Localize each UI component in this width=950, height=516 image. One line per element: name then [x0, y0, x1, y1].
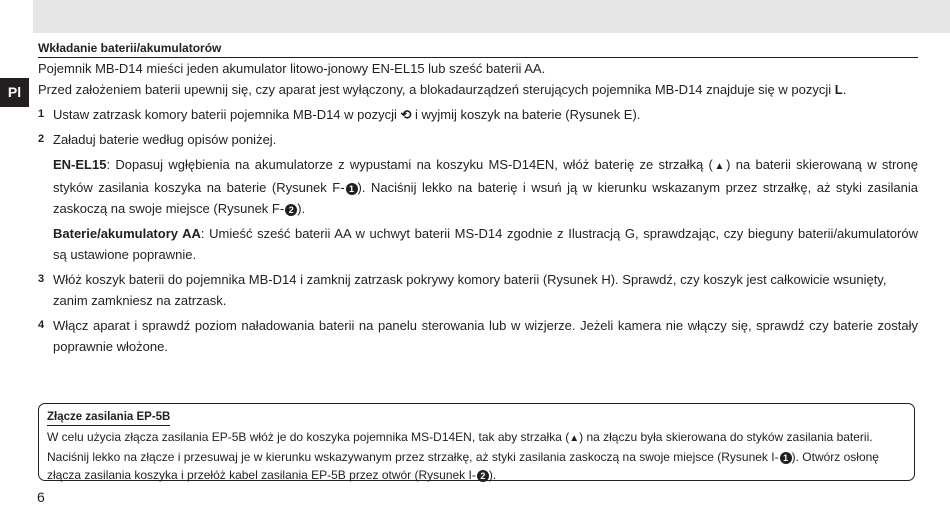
- intro-paragraph-1: [38, 58, 918, 79]
- en-el15-text-1: : Dopasuj wgłębienia na akumulatorze z wypustami na koszyku MS-D14EN, włóż baterię ze strzałką (: [106, 157, 713, 172]
- note-text-2: ) na złączu była skierowana do styków zasilania baterii. Naciśnij lekko na złącze i przesuwaj je w kierunku wskazywanym przez strzałkę, aż styki zasilania zaskoczą na swoje miejsce (Rysunek I-: [47, 430, 873, 464]
- intro-1-text: Pojemnik MB-D14 mieści jeden akumulator litowo-jonowy EN-EL15 lub sześć baterii AA.: [38, 61, 546, 76]
- step-4: [38, 315, 918, 357]
- note-text-3: ). Otwórz osłonę złącza zasilania koszyka i przełóż kabel zasilania EP-5B przez otwór (Rysunek I-: [47, 450, 879, 482]
- step-number: 2: [38, 133, 45, 145]
- circled-number-2-icon: 2: [285, 204, 297, 216]
- en-el15-text-3: ). Naciśnij lekko na baterię i wsuń ją w kierunku wskazanym przez strzałkę, aż styki zasilania zaskoczą na swoje miejsce (Rysunek F-: [53, 180, 918, 216]
- note-text: [47, 428, 914, 484]
- step-text: Włóż koszyk baterii do pojemnika MB-D14 i zamknij zatrzask pokrywy komory baterii (Rysunek H). Sprawdź, czy koszyk jest całkowicie wsunięty, zanim zamkniesz na zatrzask.: [53, 272, 887, 308]
- language-tab: Pl: [0, 78, 29, 107]
- step-1: [38, 104, 918, 125]
- step-number: 3: [38, 273, 45, 285]
- intro-paragraph-2: [38, 79, 918, 100]
- aa-label: Baterie/akumulatory AA: [53, 226, 201, 241]
- step-text: Załaduj baterie według opisów poniżej.: [53, 132, 277, 147]
- note-text-1: W celu użycia złącza zasilania EP-5B włóż je do koszyka pojemnika MS-D14EN, tak aby strzałka (: [47, 430, 570, 444]
- en-el15-label: EN-EL15: [53, 157, 107, 172]
- note-title: Złącze zasilania EP-5B: [47, 409, 170, 426]
- step-text: Włącz aparat i sprawdź poziom naładowania baterii na panelu sterowania lub w wizjerze. Jeżeli kamera nie włączy się, sprawdź czy baterie zostały poprawnie włożone.: [53, 318, 918, 354]
- power-connector-note: [38, 403, 915, 481]
- step-2: [38, 129, 918, 150]
- en-el15-text-4: ).: [297, 201, 306, 216]
- step-text: [53, 104, 918, 125]
- circled-number-1-icon: 1: [780, 452, 792, 464]
- circled-number-1-icon: 1: [346, 183, 358, 195]
- aa-text: : Umieść sześć baterii AA w uchwyt baterii MS-D14 zgodnie z Ilustracją G, sprawdzając, czy bieguny baterii/akumulatorów są ustawione poprawnie.: [53, 226, 918, 262]
- step-3: [38, 269, 918, 311]
- step-number: 1: [38, 108, 45, 120]
- header-band: [33, 0, 950, 33]
- step-1-text-a: Ustaw zatrzask komory baterii pojemnika MB-D14 w pozycji: [53, 107, 401, 122]
- intro-2-end: .: [842, 82, 847, 97]
- unlock-position-icon: ⟲: [400, 107, 412, 122]
- step-number: 4: [38, 319, 45, 331]
- en-el15-instruction: [53, 154, 918, 219]
- arrow-up-icon: ▲: [712, 161, 727, 172]
- en-el15-text-2: ) na baterii skierowaną w stronę styków zasilania koszyka na baterie (Rysunek F-: [53, 157, 918, 195]
- lock-position-label: L: [834, 82, 843, 97]
- aa-batteries-instruction: [53, 223, 918, 265]
- note-text-4: ).: [488, 468, 497, 482]
- intro-2-text: Przed założeniem baterii upewnij się, czy aparat jest wyłączony, a blokadaurządzeń sterujących pojemnika MB-D14 znajduje się w pozycji: [38, 82, 835, 97]
- step-1-text-b: i wyjmij koszyk na baterie (Rysunek E).: [411, 107, 641, 122]
- arrow-up-icon: ▲: [569, 433, 580, 444]
- circled-number-2-icon: 2: [477, 470, 489, 482]
- page-number: 6: [37, 489, 45, 505]
- main-content: [38, 40, 918, 357]
- section-title: Wkładanie baterii/akumulatorów: [38, 40, 918, 58]
